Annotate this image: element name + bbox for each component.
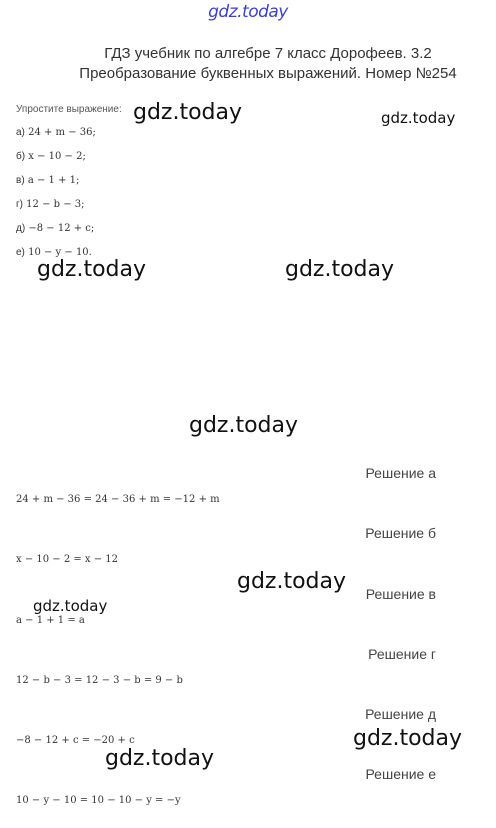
solution-body: x − 10 − 2 = x − 12 — [16, 554, 119, 565]
task-item-expression: 12 − b − 3; — [26, 199, 85, 210]
task-item — [16, 223, 94, 234]
task-item-expression: a − 1 + 1; — [27, 175, 80, 186]
solution-heading: Решение е — [365, 766, 436, 782]
task-intro: Упростите выражение: — [16, 104, 122, 115]
task-item-expression: x − 10 − 2; — [28, 151, 86, 162]
solution-body: 10 − y − 10 = 10 − 10 − y = −y — [16, 795, 181, 806]
watermark: gdz.today — [285, 257, 395, 282]
watermark: gdz.today — [381, 109, 456, 127]
task-item-label: д) — [16, 223, 26, 234]
site-logo[interactable]: gdz.today — [208, 2, 288, 22]
watermark: gdz.today — [33, 597, 108, 615]
solution-body: a − 1 + 1 = a — [16, 615, 85, 626]
task-item-label: г) — [16, 199, 23, 210]
task-item-label: б) — [16, 151, 26, 162]
task-item-label: а) — [16, 127, 25, 138]
watermark: gdz.today — [37, 257, 147, 282]
solution-heading: Решение а — [365, 465, 436, 481]
task-item-expression: 10 − y − 10. — [28, 247, 92, 258]
task-item-expression: −8 − 12 + c; — [28, 223, 95, 234]
solution-body: 24 + m − 36 = 24 − 36 + m = −12 + m — [16, 494, 220, 505]
task-item — [16, 151, 86, 162]
solution-heading: Решение б — [365, 525, 436, 541]
solution-heading: Решение г — [368, 646, 436, 662]
solution-body: 12 − b − 3 = 12 − 3 − b = 9 − b — [16, 675, 183, 686]
task-item — [16, 127, 96, 138]
page-title-line-1: ГДЗ учебник по алгебре 7 класс Дорофеев. 3.2 — [104, 45, 432, 62]
solution-heading: Решение д — [365, 706, 436, 722]
watermark: gdz.today — [189, 413, 299, 438]
watermark: gdz.today — [237, 569, 347, 594]
task-item — [16, 175, 79, 186]
solution-heading: Решение в — [365, 586, 436, 602]
page-title — [40, 44, 496, 84]
watermark: gdz.today — [353, 726, 463, 751]
solution-body: −8 − 12 + c = −20 + c — [16, 735, 135, 746]
watermark: gdz.today — [105, 746, 215, 771]
task-item-expression: 24 + m − 36; — [28, 127, 96, 138]
page-title-line-2: Преобразование буквенных выражений. Номер №254 — [79, 65, 457, 82]
task-item — [16, 199, 85, 210]
task-item-label: е) — [16, 247, 25, 258]
watermark: gdz.today — [133, 100, 243, 125]
task-item-label: в) — [16, 175, 25, 186]
